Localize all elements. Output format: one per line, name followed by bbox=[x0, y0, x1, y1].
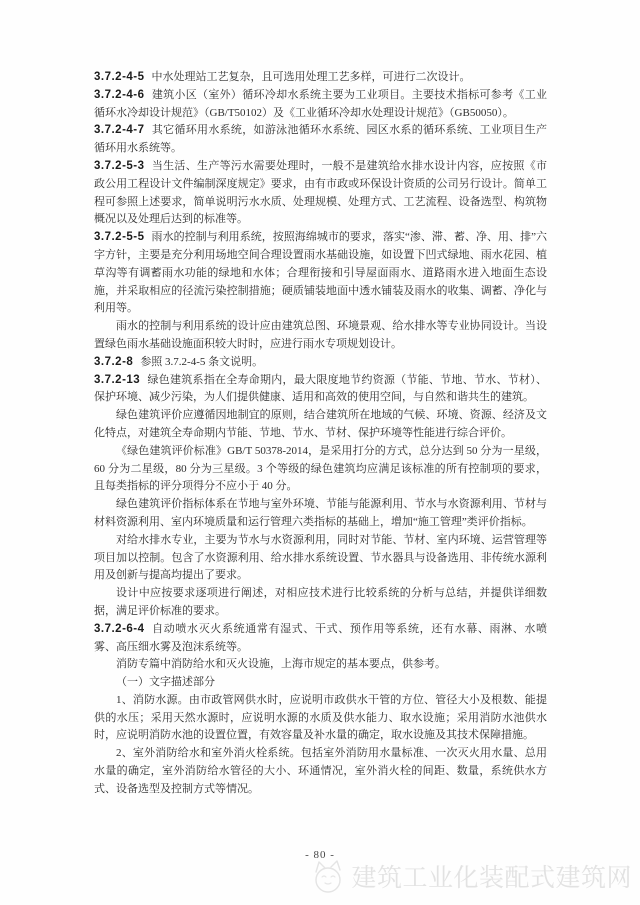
paragraph bbox=[94, 407, 547, 443]
paragraph bbox=[94, 745, 547, 798]
paragraph bbox=[94, 158, 547, 229]
paragraph bbox=[94, 69, 547, 87]
watermark-mascot-icon bbox=[310, 857, 346, 895]
section-number: 3.7.2-6-4 bbox=[94, 622, 145, 635]
paragraph-text: 其它循环用水系统，如游泳池循环水系统、园区水系的循环系统、工业项目生产循环用水系统等。 bbox=[94, 124, 547, 155]
watermark bbox=[310, 857, 632, 895]
paragraph-text: 绿色建筑系指在全寿命期内，最大限度地节约资源（节能、节地、节水、节材）、保护环境、减少污染，为人们提供健康、适用和高效的使用空间，与自然和谐共生的建筑。 bbox=[94, 373, 547, 404]
section-number: 3.7.2-4-7 bbox=[94, 124, 145, 137]
paragraph-text: （一）文字描述部分 bbox=[116, 676, 215, 689]
paragraph bbox=[94, 122, 547, 158]
paragraph-text: 中水处理站工艺复杂，且可选用处理工艺多样，可进行二次设计。 bbox=[151, 71, 471, 83]
paragraph-text: 当生活、生产等污水需要处理时，一般不是建筑给水排水设计内容，应按照《市政公用工程设计文件编制深度规定》要求，由有市政或环保设计资质的公司另行设计。简单工程可参照上述要求，简单说明污水水质、处理规模、处理方式、工艺流程、设备选型、构筑物概况以及处理后达到的标准等。 bbox=[94, 159, 547, 226]
paragraph-text: 参照 3.7.2-4-5 条文说明。 bbox=[140, 355, 264, 368]
paragraph bbox=[94, 692, 547, 745]
watermark-site-name: 建筑工业化装配式建筑网 bbox=[351, 865, 632, 892]
paragraph-text: 2、室外消防给水和室外消火栓系统。包括室外消防用水量标准、一次灭火用水量、总用水量的确定，室外消防给水管径的大小、环通情况，室外消火栓的间距、数量，系统供水方式、设备选型及控制方式等情况。 bbox=[94, 747, 547, 795]
paragraph-text: 雨水的控制与利用系统，按照海绵城市的要求，落实“渗、滞、蓄、净、用、排”六字方针，主要是充分利用场地空间合理设置雨水基础设施，如设置下凹式绿地、雨水花园、植草沟等有调蓄雨水功能的绿地和水体；合理衔接和引导屋面雨水、道路雨水进入地面生态设施，并采取相应的径流污染控制措施；硬质铺装地面中透水铺装及雨水的收集、调蓄、净化与利用等。 bbox=[94, 231, 547, 315]
document-body bbox=[94, 69, 547, 799]
section-number: 3.7.2-5-5 bbox=[94, 231, 145, 244]
paragraph-text: 自动喷水灭火系统通常有湿式、干式、预作用等系统，还有水幕、雨淋、水喷雾、高压细水雾及泡沫系统等。 bbox=[94, 622, 547, 653]
paragraph-text: 《绿色建筑评价标准》GB/T 50378-2014，是采用打分的方式，总分达到 50 分为一星级，60 分为二星级，80 分为三星级。3 个等级的绿色建筑均应满足该标准的所有控制项的要求，且每类指标的评分项得分不应小于 40 分。 bbox=[94, 444, 547, 493]
section-number: 3.7.2-4-5 bbox=[94, 71, 145, 83]
paragraph-text: 建筑小区（室外）循环冷却水系统主要为工业项目。主要技术指标可参考《工业循环水冷却设计规范》（GB/T50102）及《工业循环冷却水处理设计规范》（GB50050）。 bbox=[94, 88, 547, 119]
paragraph-text: 设计中应按要求逐项进行阐述，对相应技术进行比较系统的分析与总结，并提供详细数据，满足评价标准的要求。 bbox=[94, 587, 547, 617]
paragraph-text: 消防专篇中消防给水和灭火设施，上海市规定的基本要点，供参考。 bbox=[116, 658, 446, 671]
paragraph bbox=[94, 656, 547, 674]
paragraph-text: 绿色建筑评价应遵循因地制宜的原则，结合建筑所在地域的气候、环境、资源、经济及文化特点，对建筑全寿命期内节能、节地、节水、节材、保护环境等性能进行综合评价。 bbox=[94, 409, 547, 439]
section-number: 3.7.2-5-3 bbox=[94, 159, 145, 172]
paragraph bbox=[94, 372, 547, 408]
paragraph-text: 雨水的控制与利用系统的设计应由建筑总图、环境景观、给水排水等专业协同设计。当设置绿色雨水基础设施面积较大时时，应进行雨水专项规划设计。 bbox=[94, 320, 547, 350]
page-number: - 80 - bbox=[305, 849, 335, 861]
paragraph bbox=[94, 532, 547, 585]
paragraph bbox=[94, 621, 547, 657]
paragraph bbox=[94, 443, 547, 496]
paragraph bbox=[94, 585, 547, 621]
section-number: 3.7.2-4-6 bbox=[94, 88, 145, 101]
paragraph-text: 对给水排水专业，主要为节水与水资源利用，同时对节能、节材、室内环境、运营管理等项目加以控制。包含了水资源利用、给水排水系统设置、节水器具与设备选用、非传统水源利用及创新与提高均提出了要求。 bbox=[94, 533, 547, 582]
paragraph bbox=[94, 318, 547, 354]
paragraph-text: 1、消防水源。由市政管网供水时，应说明市政供水干管的方位、管径大小及根数、能提供的水压；采用天然水源时，应说明水源的水质及供水能力、取水设施；采用消防水池供水时，应说明消防水池的设置位置，有效容量及补水量的确定，取水设施及其技术保障措施。 bbox=[94, 693, 547, 742]
section-number: 3.7.2-13 bbox=[94, 373, 141, 386]
paragraph bbox=[94, 87, 547, 123]
paragraph bbox=[94, 229, 547, 318]
paragraph bbox=[94, 674, 547, 692]
paragraph-text: 绿色建筑评价指标体系在节地与室外环境、节能与能源利用、节水与水资源利用、节材与材料资源利用、室内环境质量和运行管理六类指标的基础上，增加“施工管理”类评价指标。 bbox=[94, 498, 547, 528]
paragraph bbox=[94, 496, 547, 532]
paragraph bbox=[94, 354, 547, 372]
section-number: 3.7.2-8 bbox=[94, 355, 134, 368]
